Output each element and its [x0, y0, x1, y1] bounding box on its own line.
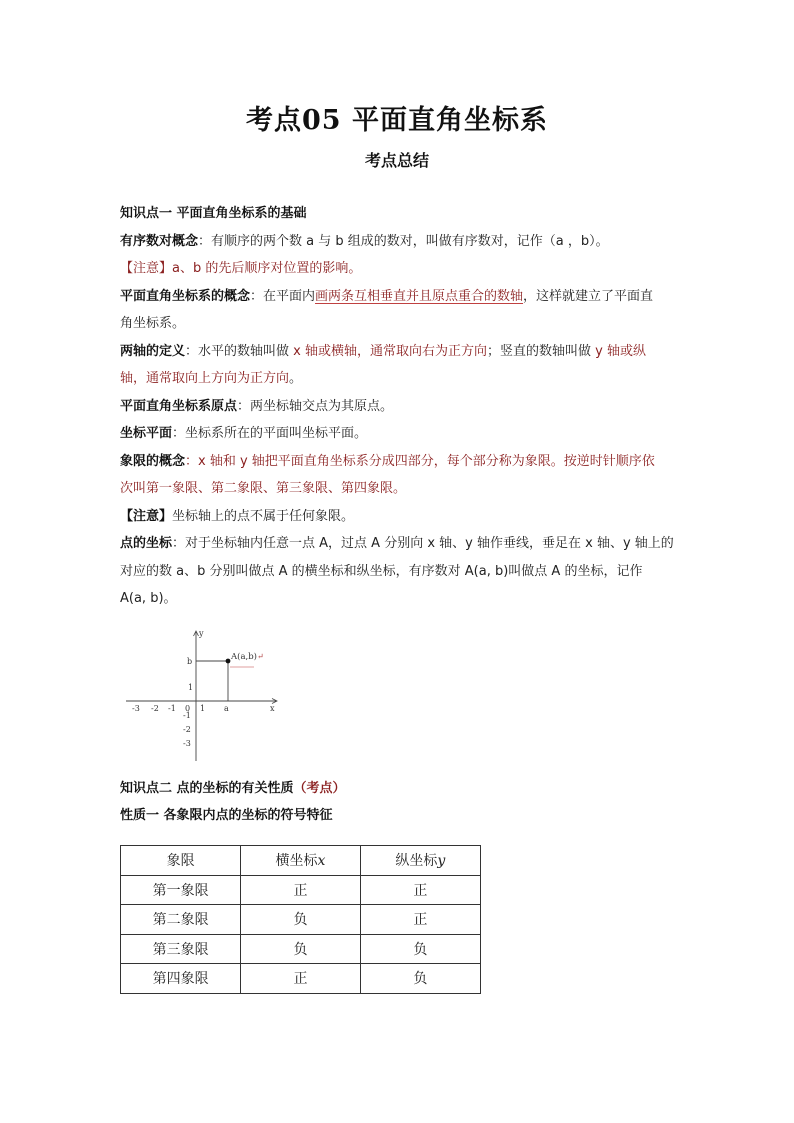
table-row — [121, 964, 481, 994]
plane-concept-highlight: 画两条互相垂直并且原点重合的数轴 — [315, 288, 524, 304]
property-heading: 性质一 各象限内点的坐标的符号特征 — [120, 808, 333, 823]
point-a-label: A(a,b) — [231, 652, 257, 662]
plane-concept-text-3: 角坐标系。 — [120, 316, 186, 331]
origin-text: ：两坐标轴交点为其原点。 — [237, 398, 394, 414]
ordered-pair-label: 有序数对概念 — [120, 233, 199, 249]
note-1-tag: 【注意】 — [120, 261, 173, 276]
y-tick-neg3: -3 — [183, 739, 191, 748]
axes-definition-label: 两轴的定义 — [120, 343, 186, 359]
y-tick-neg1: -1 — [183, 711, 191, 720]
point-coordinate-paragraph — [120, 530, 710, 613]
b-label: b — [187, 657, 193, 666]
table-row — [121, 934, 481, 964]
table-row — [121, 875, 481, 905]
table-header-cell — [360, 846, 480, 876]
table-cell: 第三象限 — [121, 934, 241, 964]
note-2-tag: 【注意】 — [120, 508, 173, 524]
table-cell: 第二象限 — [121, 905, 241, 935]
coordinate-plane-label: 坐标平面 — [120, 426, 173, 441]
y-tick-1: 1 — [188, 683, 194, 692]
origin-paragraph — [120, 393, 710, 421]
point-coordinate-label: 点的坐标 — [120, 536, 173, 551]
y-label: y — [199, 629, 204, 638]
table-header-cell — [241, 846, 360, 876]
exam-point-tag: （考点） — [293, 781, 346, 796]
table-cell: 正 — [241, 964, 360, 994]
section-heading-2 — [120, 775, 346, 802]
x-label: x — [270, 704, 275, 713]
y-axis-definition-2: 轴，通常取向上方向为正方向 — [120, 371, 290, 386]
point-coordinate-text-3: A(a, b)。 — [120, 591, 177, 606]
point-coordinate-text: ：对于坐标轴内任意一点 A，过点 A 分别向 x 轴、y 轴作垂线，垂足在 x 轴、y 轴上的 — [172, 536, 674, 551]
table-cell: 负 — [241, 905, 360, 935]
x-tick-neg3: -3 — [132, 704, 140, 713]
header-x-text: 横坐标 — [275, 853, 318, 870]
table-cell: 正 — [360, 905, 480, 935]
y-tick-neg2: -2 — [183, 725, 191, 734]
note-2 — [120, 503, 710, 531]
x-tick-neg2: -2 — [151, 704, 159, 713]
section-knowledge-2 — [120, 775, 346, 829]
header-y-var: y — [437, 853, 446, 870]
table-header-cell: 象限 — [121, 846, 241, 876]
note-1 — [120, 255, 710, 283]
quadrant-text: ：x 轴和 y 轴把平面直角坐标系分成四部分，每个部分称为象限。按逆时针顺序依 — [185, 453, 655, 469]
x-tick-1: 1 — [200, 704, 206, 713]
a-label: a — [224, 704, 229, 713]
coordinate-figure — [122, 623, 287, 765]
x-tick-neg1: -1 — [168, 704, 176, 713]
section-knowledge-1 — [120, 200, 710, 613]
origin-label: 平面直角坐标系原点 — [120, 398, 238, 414]
quadrant-label: 象限的概念 — [120, 453, 186, 469]
section-heading-2-text: 知识点二 点的坐标的有关性质 — [120, 781, 294, 796]
quadrant-text-2: 次叫第一象限、第二象限、第三象限、第四象限。 — [120, 481, 407, 496]
plane-concept-text-2: ，这样就建立了平面直 — [523, 288, 654, 304]
return-mark-icon: ↵ — [257, 652, 264, 661]
table-cell: 正 — [360, 875, 480, 905]
coordinate-plane-paragraph — [120, 420, 710, 448]
plane-concept-label: 平面直角坐标系的概念 — [120, 288, 251, 304]
note-2-text: 坐标轴上的点不属于任何象限。 — [172, 508, 355, 524]
axes-end: 。 — [289, 371, 303, 386]
table-header-row — [121, 846, 481, 876]
origin-label: 0 — [185, 704, 191, 713]
coordinate-plane-text: ：坐标系所在的平面叫坐标平面。 — [172, 426, 368, 441]
table-cell: 第四象限 — [121, 964, 241, 994]
section-heading-1: 知识点一 平面直角坐标系的基础 — [120, 206, 307, 221]
quadrant-paragraph — [120, 448, 710, 503]
table-row — [121, 905, 481, 935]
table-cell: 正 — [241, 875, 360, 905]
point-coordinate-text-2: 对应的数 a、b 分别叫做点 A 的横坐标和纵坐标，有序数对 A(a, b)叫做点 A 的坐标，记作 — [120, 563, 643, 579]
axes-text-1: ：水平的数轴叫做 — [185, 343, 294, 359]
axes-text-2: ；竖直的数轴叫做 — [486, 343, 596, 359]
table-cell: 负 — [360, 964, 480, 994]
y-axis-definition: y 轴或纵 — [595, 343, 646, 359]
x-axis-definition: x 轴或横轴，通常取向右为正方向 — [293, 343, 487, 359]
ordered-pair-text: ：有顺序的两个数 a 与 b 组成的数对，叫做有序数对，记作（a ，b）。 — [198, 233, 609, 249]
table-cell: 负 — [360, 934, 480, 964]
axes-definition-paragraph — [120, 338, 710, 393]
plane-concept-paragraph — [120, 283, 710, 338]
note-1-text: a、b 的先后顺序对位置的影响。 — [172, 261, 362, 276]
header-x-var: x — [317, 853, 326, 870]
page-subtitle: 考点总结 — [364, 151, 429, 170]
plane-concept-text: ：在平面内 — [250, 288, 316, 304]
point-a — [226, 659, 231, 664]
quadrant-sign-table — [120, 845, 481, 994]
header-y-text: 纵坐标 — [395, 853, 438, 870]
page-title: 考点05 平面直角坐标系 — [246, 105, 548, 136]
ordered-pair-paragraph — [120, 228, 710, 256]
table-cell: 第一象限 — [121, 875, 241, 905]
table-cell: 负 — [241, 934, 360, 964]
